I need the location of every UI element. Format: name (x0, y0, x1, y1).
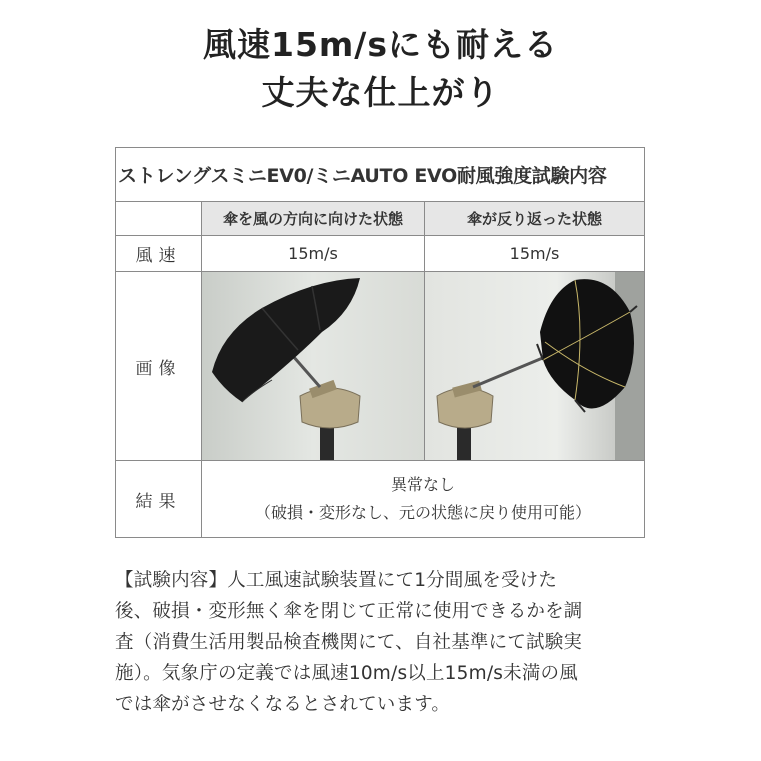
umbrella-facing-wind-photo (202, 272, 425, 461)
result-line-1: 異常なし (390, 475, 455, 494)
wind-test-table (115, 147, 645, 538)
description-line-1: 【試験内容】人工風速試験装置にて1分間風を受けた (115, 570, 558, 591)
header-inverted: 傘が反り返った状態 (425, 202, 644, 236)
wind-speed-inverted: 15m/s (425, 236, 644, 272)
wind-speed-facing: 15m/s (202, 236, 425, 272)
description-line-5: では傘がさせなくなるとされています。 (115, 694, 451, 715)
result-cell (202, 461, 644, 537)
header-empty-cell (116, 202, 202, 236)
row-label-wind-speed: 風速 (116, 236, 202, 272)
result-line-2: （破損・変形なし、元の状態に戻り使用可能） (254, 503, 591, 522)
description-line-3: 査（消費生活用製品検査機関にて、自社基準にて試験実 (115, 632, 583, 653)
row-label-result: 結果 (116, 461, 202, 537)
headline-line-1: 風速15m/sにも耐える (202, 25, 558, 64)
row-label-image: 画像 (116, 272, 202, 461)
umbrella-inverted-photo (425, 272, 644, 461)
test-description (115, 565, 655, 720)
header-facing-wind: 傘を風の方向に向けた状態 (202, 202, 425, 236)
description-line-4: 施）。気象庁の定義では風速10m/s以上15m/s未満の風 (115, 663, 578, 684)
description-line-2: 後、破損・変形無く傘を閉じて正常に使用できるかを調 (115, 601, 583, 622)
headline-line-2: 丈夫な仕上がり (261, 73, 500, 112)
table-title: ストレングスミニEV0/ミニAUTO EVO耐風強度試験内容 (116, 148, 644, 202)
